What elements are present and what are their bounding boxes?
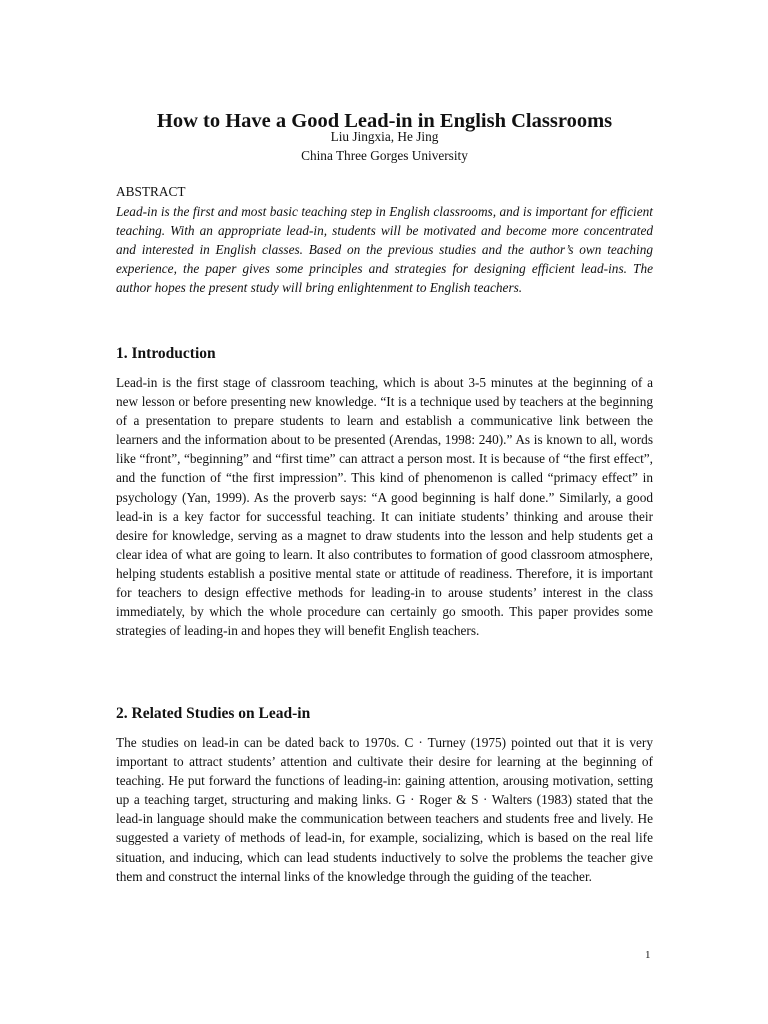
paper-authors: Liu Jingxia, He Jing — [330, 129, 439, 144]
page-number: 1 — [645, 949, 651, 961]
abstract-text: Lead-in is the first and most basic teaching step in English classrooms, and is important for efficient teaching. With an appropriate lead-in, students will be motivated and become more concentrated and interested in English classes. Based on the previous studies and the author’s own teaching experience, the paper gives some principles and strategies for designing efficient lead-ins. The author hopes the present study will bring enlightenment to English teachers. — [116, 204, 653, 295]
section-heading-introduction: 1. Introduction — [116, 345, 216, 362]
section-body-related-studies: The studies on lead-in can be dated back to 1970s. C · Turney (1975) pointed out that it is very important to attract students’ attention and cultivate their desire for learning at the beginning of teaching. He put forward the functions of leading-in: gaining attention, arousing motivation, setting up a teaching target, structuring and making links. G · Roger & S · Walters (1983) stated that the lead-in language should make the communication between teachers and students free and lively. He suggested a variety of methods of lead-in, for example, socializing, which is based on the real life situation, and inducing, which can lead students inductively to solve the problems the teacher give them and construct the internal links of the knowledge through the guiding of the teacher. — [116, 735, 653, 884]
section-heading-related-studies: 2. Related Studies on Lead-in — [116, 705, 311, 722]
section-body-introduction: Lead-in is the first stage of classroom teaching, which is about 3-5 minutes at the beginning of a new lesson or before presenting new knowledge. “It is a technique used by teachers at the beginning of a presentation to prepare students to learn and establish a communicative link between the learners and the information about to be presented (Arendas, 1998: 240).” As is known to all, words like “front”, “beginning” and “first time” can attract a person most. It is because of “the first effect”, and the function of “the first impression”. This kind of phenomenon is called “primacy effect” in psychology (Yan, 1999). As the proverb says: “A good beginning is half done.” Similarly, a good lead-in is a key factor for successful teaching. It can initiate students’ thinking and arouse their desire for knowledge, serving as a magnet to draw students into the lesson and help students get a clear idea of what are going to learn. It also contributes to formation of good classroom atmosphere, helping students establish a positive mental state or attitude of readiness. Therefore, it is important for teachers to design effective methods for leading-in to arouse students’ interest in the class immediately, by which the whole procedure can certainly go smooth. This paper provides some strategies of leading-in and hopes they will benefit English teachers. — [116, 375, 653, 639]
paper-affiliation: China Three Gorges University — [301, 148, 468, 163]
paper-title: How to Have a Good Lead-in in English Classrooms — [156, 109, 613, 132]
abstract-label: ABSTRACT — [116, 184, 186, 199]
